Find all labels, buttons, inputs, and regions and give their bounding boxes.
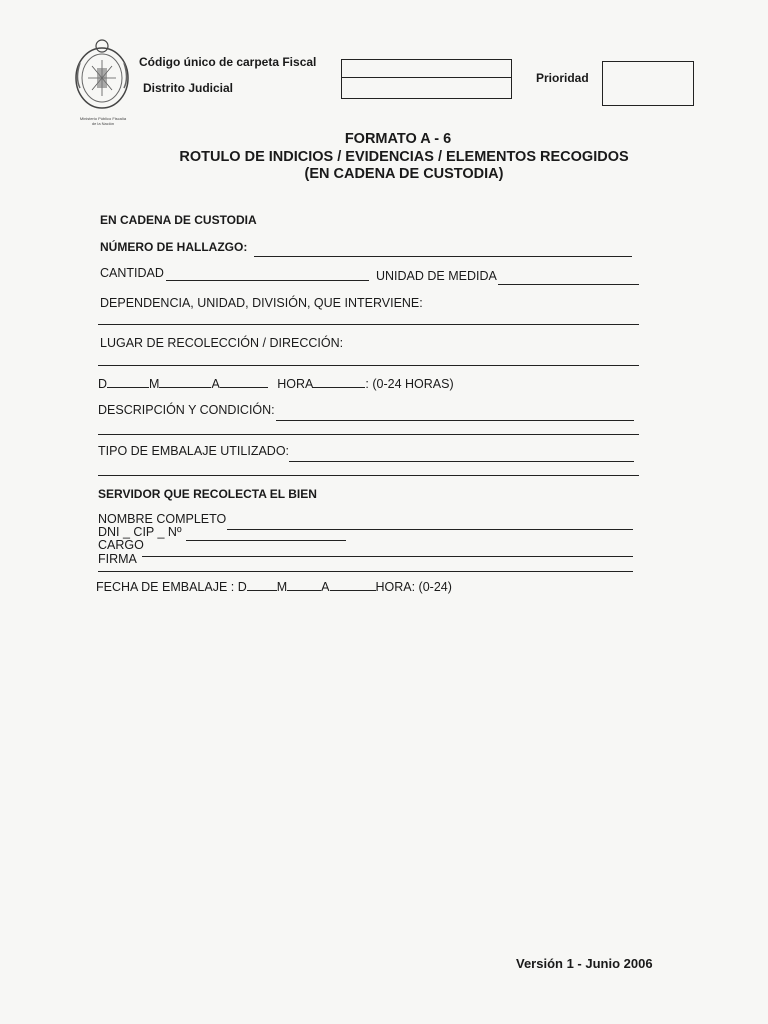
fe-anio-label: A [321, 580, 330, 594]
dni-line[interactable] [186, 540, 346, 541]
fecha-embalaje-label: FECHA DE EMBALAJE : D [96, 580, 247, 594]
dependencia-label: DEPENDENCIA, UNIDAD, DIVISIÓN, QUE INTERVIENE: [100, 296, 423, 310]
numero-hallazgo-label: NÚMERO DE HALLAZGO: [100, 240, 248, 254]
firma-line[interactable] [98, 571, 633, 572]
prioridad-field[interactable] [602, 61, 694, 106]
anio-field[interactable] [220, 376, 268, 388]
section-cadena-custodia: EN CADENA DE CUSTODIA [100, 213, 257, 227]
cantidad-label: CANTIDAD [100, 266, 164, 280]
numero-hallazgo-line[interactable] [254, 256, 632, 257]
distrito-judicial-label: Distrito Judicial [143, 81, 234, 95]
hora-field[interactable] [313, 376, 365, 388]
dependencia-line[interactable] [98, 324, 639, 325]
nombre-line[interactable] [227, 529, 633, 530]
anio-label: A [211, 377, 220, 391]
unidad-medida-line[interactable] [498, 284, 639, 285]
fe-mes-label: M [276, 580, 288, 594]
tipo-embalaje-line-2[interactable] [98, 475, 639, 476]
unidad-medida-label: UNIDAD DE MEDIDA [376, 269, 497, 283]
hora-label: HORA [277, 377, 314, 391]
lugar-recoleccion-label: LUGAR DE RECOLECCIÓN / DIRECCIÓN: [100, 336, 344, 350]
codigo-carpeta-field[interactable] [341, 59, 512, 78]
version-footer: Versión 1 - Junio 2006 [516, 956, 653, 971]
form-subtitle: (EN CADENA DE CUSTODIA) [304, 166, 504, 182]
cargo-label: CARGO [98, 538, 144, 552]
fe-dia-field[interactable] [247, 579, 277, 591]
descripcion-line-2[interactable] [98, 434, 639, 435]
mes-label: M [149, 377, 160, 391]
nombre-label: NOMBRE COMPLETO [98, 512, 227, 526]
fecha-row [98, 376, 454, 391]
descripcion-label: DESCRIPCIÓN Y CONDICIÓN: [98, 403, 275, 417]
fe-anio-field[interactable] [330, 579, 376, 591]
prioridad-label: Prioridad [536, 71, 589, 85]
form-main-title: ROTULO DE INDICIOS / EVIDENCIAS / ELEMENTOS RECOGIDOS [179, 149, 629, 165]
section-servidor: SERVIDOR QUE RECOLECTA EL BIEN [98, 487, 317, 501]
distrito-judicial-field[interactable] [341, 77, 512, 99]
lugar-recoleccion-line[interactable] [98, 365, 639, 366]
codigo-carpeta-label: Código único de carpeta Fiscal [139, 55, 317, 69]
seal-caption: Ministerio Público Fiscalía de la Nación [79, 116, 127, 126]
fecha-embalaje-row [96, 579, 452, 594]
dia-label: D [98, 377, 108, 391]
fe-hora-label: HORA: (0-24) [375, 580, 452, 594]
mes-field[interactable] [159, 376, 211, 388]
hora-suffix: : (0-24 HORAS) [365, 377, 454, 391]
tipo-embalaje-line-1[interactable] [289, 461, 634, 462]
dni-label: DNI _ CIP _ Nº [98, 525, 182, 539]
fe-mes-field[interactable] [287, 579, 321, 591]
cargo-line[interactable] [142, 556, 633, 557]
ministerio-publico-seal [70, 38, 134, 122]
form-code-title: FORMATO A - 6 [344, 131, 452, 147]
cantidad-line[interactable] [166, 280, 369, 281]
dia-field[interactable] [107, 376, 149, 388]
firma-label: FIRMA [98, 552, 137, 566]
tipo-embalaje-label: TIPO DE EMBALAJE UTILIZADO: [98, 444, 290, 458]
descripcion-line-1[interactable] [276, 420, 634, 421]
